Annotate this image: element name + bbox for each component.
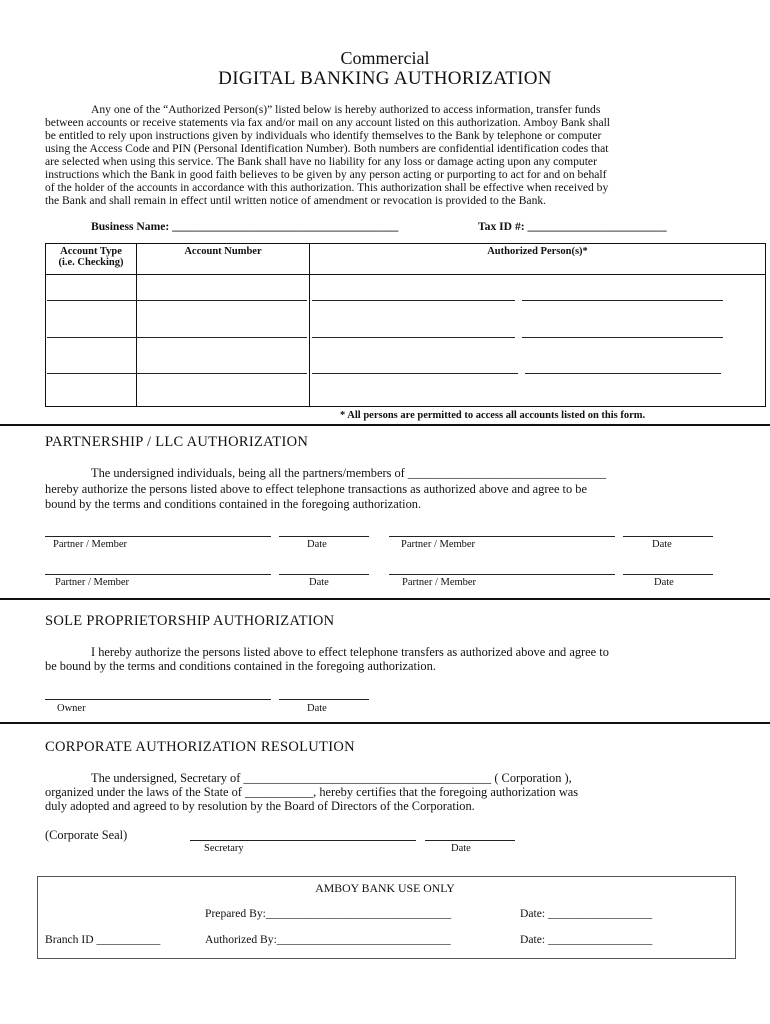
col-account-type-label: Account Type: [60, 246, 122, 257]
partnership-text: The undersigned individuals, being all the partners/members of ________________________________: [91, 466, 607, 480]
business-name-field[interactable]: Business Name: _______________________________________: [91, 220, 399, 233]
entry-line: [47, 337, 307, 338]
corporate-heading: CORPORATE AUTHORIZATION RESOLUTION: [45, 739, 355, 755]
partner-date-label: Date: [309, 577, 329, 588]
section-divider: [0, 598, 770, 600]
intro-paragraph: [45, 103, 727, 207]
intro-line: between accounts or receive statements via fax and/or mail on any account listed on this authorization. Amboy Bank shall: [45, 116, 611, 129]
partnership-heading: PARTNERSHIP / LLC AUTHORIZATION: [45, 434, 309, 450]
accounts-table: [45, 243, 766, 407]
authorized-by-field[interactable]: Authorized By:______________________________: [205, 933, 451, 946]
col-authorized-persons: [310, 244, 766, 275]
col-authorized-persons-label: Authorized Person(s)*: [487, 246, 588, 257]
entry-line: [312, 337, 515, 338]
partner-date-line[interactable]: [279, 574, 369, 575]
intro-line: are selected when using this service. The Bank shall have no liability for any loss or damage acting upon any computer: [45, 155, 597, 168]
secretary-label: Secretary: [204, 843, 244, 854]
prepared-date-field[interactable]: Date: __________________: [520, 907, 653, 920]
partner-signature-label: Partner / Member: [53, 539, 128, 550]
intro-line: Any one of the “Authorized Person(s)” listed below is hereby authorized to access information, transfer funds: [91, 103, 601, 116]
intro-line: instructions which the Bank in good faith believes to be given by any person acting or purporting to act for and on behalf: [45, 168, 607, 181]
form-title: DIGITAL BANKING AUTHORIZATION: [218, 68, 552, 89]
account-number-cell[interactable]: [137, 275, 310, 407]
intro-line: of the holder of the accounts in accordance with this authorization. This authorization shall be effective when received by: [45, 181, 609, 194]
owner-signature-line[interactable]: [45, 699, 271, 700]
col-account-number-label: Account Number: [184, 246, 262, 257]
partner-signature-label: Partner / Member: [55, 577, 130, 588]
partner-date-line[interactable]: [623, 536, 713, 537]
col-account-type-sublabel: (i.e. Checking): [58, 257, 124, 268]
corporate-text: organized under the laws of the State of ___________, hereby certifies that the foregoing authorization was: [45, 785, 579, 799]
table-footnote: * All persons are permitted to access all accounts listed on this form.: [340, 410, 646, 421]
table-body-row[interactable]: [46, 275, 766, 407]
entry-line: [47, 300, 307, 301]
table-header-row: [46, 244, 766, 275]
owner-date-line[interactable]: [279, 699, 369, 700]
owner-date-label: Date: [307, 703, 327, 714]
partner-signature-line[interactable]: [389, 574, 615, 575]
prepared-by-field[interactable]: Prepared By:________________________________: [205, 907, 452, 920]
partner-signature-line[interactable]: [45, 536, 271, 537]
partnership-text: bound by the terms and conditions contained in the foregoing authorization.: [45, 497, 422, 511]
secretary-date-line[interactable]: [425, 840, 515, 841]
partner-date-line[interactable]: [623, 574, 713, 575]
entry-line: [312, 373, 518, 374]
form-subtitle: Commercial: [340, 48, 430, 68]
col-account-number: [137, 244, 310, 275]
corporate-text: duly adopted and agreed to by resolution by the Board of Directors of the Corporation.: [45, 799, 475, 813]
partner-signature-label: Partner / Member: [401, 539, 476, 550]
entry-line: [525, 373, 721, 374]
sole-proprietorship-text: be bound by the terms and conditions contained in the foregoing authorization.: [45, 659, 436, 673]
secretary-date-label: Date: [451, 843, 471, 854]
account-type-cell[interactable]: [46, 275, 137, 407]
partner-date-label: Date: [654, 577, 674, 588]
entry-line: [522, 337, 723, 338]
partner-date-line[interactable]: [279, 536, 369, 537]
owner-label: Owner: [57, 703, 86, 714]
partner-date-label: Date: [652, 539, 672, 550]
entry-line: [312, 300, 515, 301]
partner-signature-line[interactable]: [389, 536, 615, 537]
section-divider: [0, 722, 770, 724]
col-account-type: [46, 244, 137, 275]
corporate-seal-label: (Corporate Seal): [45, 828, 128, 842]
partner-signature-label: Partner / Member: [402, 577, 477, 588]
intro-line: using the Access Code and PIN (Personal Identification Number). Both numbers are confidential identification codes that: [45, 142, 609, 155]
bank-use-only-heading: AMBOY BANK USE ONLY: [315, 881, 455, 895]
partner-signature-line[interactable]: [45, 574, 271, 575]
authorized-date-field[interactable]: Date: __________________: [520, 933, 653, 946]
branch-id-field[interactable]: Branch ID ___________: [45, 933, 161, 946]
partner-date-label: Date: [307, 539, 327, 550]
entry-line: [47, 373, 307, 374]
partnership-text: hereby authorize the persons listed above to effect telephone transactions as authorized above and agree to be: [45, 482, 587, 496]
sole-proprietorship-text: I hereby authorize the persons listed above to effect telephone transfers as authorized above and agree to: [91, 645, 609, 659]
intro-line: be entitled to rely upon instructions given by individuals who identify themselves to the Bank by telephone or computer: [45, 129, 602, 142]
entry-line: [522, 300, 723, 301]
sole-proprietorship-heading: SOLE PROPRIETORSHIP AUTHORIZATION: [45, 613, 335, 629]
tax-id-field[interactable]: Tax ID #: ________________________: [478, 220, 667, 233]
intro-line: the Bank and shall remain in effect until written notice of amendment or revocation is provided to the Bank.: [45, 194, 547, 207]
authorized-persons-cell[interactable]: [310, 275, 766, 407]
corporate-text: The undersigned, Secretary of ________________________________________ ( Corporation ),: [91, 771, 572, 785]
section-divider: [0, 424, 770, 426]
secretary-signature-line[interactable]: [190, 840, 416, 841]
